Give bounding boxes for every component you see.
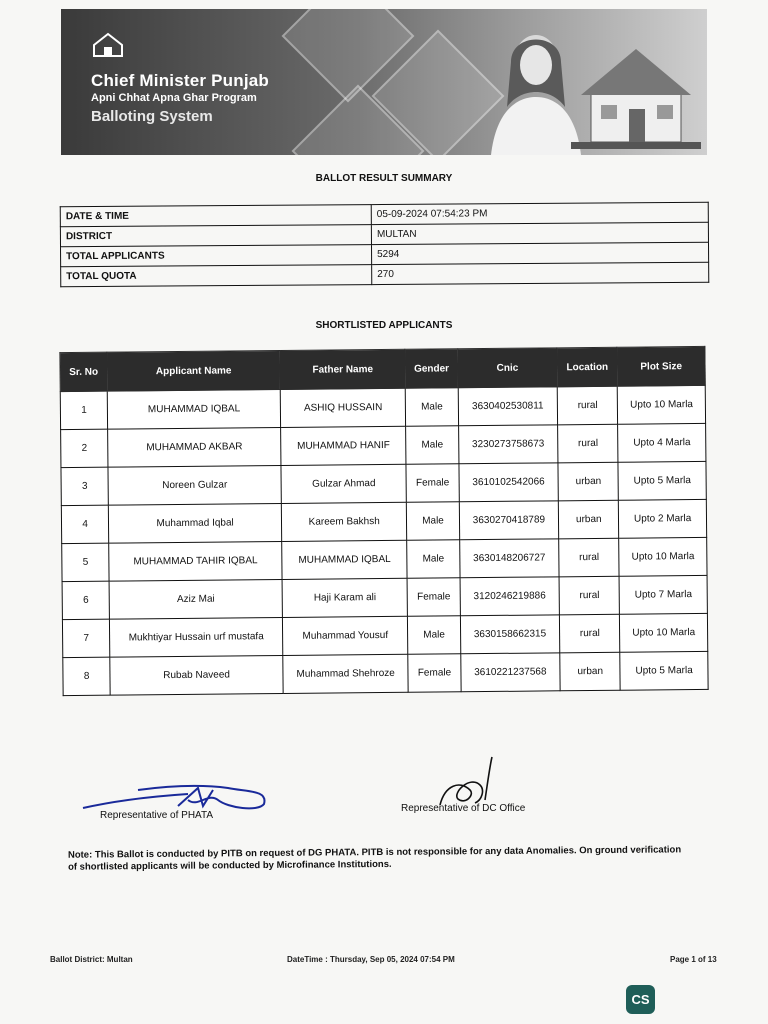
location-cell: urban — [559, 500, 619, 539]
banner-subtitle: Apni Chhat Apna Ghar Program — [91, 92, 257, 104]
ballot-summary-table — [60, 202, 710, 288]
summary-label: DISTRICT — [60, 225, 371, 247]
plot-size-cell: Upto 10 Marla — [618, 385, 706, 424]
cnic-cell: 3630148206727 — [459, 539, 559, 578]
ballot-note: Note: This Ballot is conducted by PITB on request of DG PHATA. PITB is not responsible for any data Anomalies. On ground verification of shortlisted applicants will be conducted by Microfinance Institutions. — [67, 844, 682, 873]
summary-row — [61, 262, 709, 287]
footer-district: Ballot District: Multan — [50, 955, 133, 964]
applicant-name-cell: Mukhtiyar Hussain urf mustafa — [110, 617, 283, 657]
location-cell: urban — [558, 462, 618, 501]
father-name-cell: Muhammad Yousuf — [282, 616, 408, 655]
gender-cell: Male — [408, 616, 461, 654]
gender-cell: Male — [407, 540, 460, 578]
column-header: Father Name — [280, 349, 406, 389]
shortlisted-applicants-table — [59, 346, 708, 696]
cnic-cell: 3120246219886 — [460, 577, 560, 616]
applicant-name-cell: Aziz Mai — [109, 579, 282, 619]
plot-size-cell: Upto 2 Marla — [619, 499, 707, 538]
father-name-cell: Haji Karam ali — [282, 578, 408, 617]
column-header: Applicant Name — [107, 350, 280, 391]
banner-system-name: Balloting System — [91, 108, 213, 125]
column-header: Gender — [405, 349, 458, 388]
applicant-name-cell: Noreen Gulzar — [108, 465, 281, 505]
location-cell: rural — [559, 538, 619, 577]
table-row — [60, 385, 705, 429]
gender-cell: Female — [408, 654, 461, 692]
table-row — [62, 613, 707, 657]
plot-size-cell: Upto 10 Marla — [620, 613, 708, 652]
serial-number-cell: 3 — [61, 467, 109, 505]
location-cell: rural — [559, 576, 619, 615]
program-banner — [61, 9, 707, 155]
father-name-cell: ASHIQ HUSSAIN — [280, 388, 406, 427]
gender-cell: Female — [407, 578, 460, 616]
cnic-cell: 3630402530811 — [458, 387, 558, 426]
location-cell: rural — [560, 614, 620, 653]
cnic-cell: 3610221237568 — [460, 653, 560, 692]
table-row — [62, 537, 707, 581]
serial-number-cell: 8 — [63, 657, 111, 695]
plot-size-cell: Upto 7 Marla — [619, 575, 707, 614]
serial-number-cell: 7 — [62, 619, 110, 657]
serial-number-cell: 2 — [61, 429, 109, 467]
plot-size-cell: Upto 5 Marla — [618, 461, 706, 500]
father-name-cell: MUHAMMAD HANIF — [281, 426, 407, 465]
applicant-name-cell: Rubab Naveed — [110, 655, 283, 695]
gender-cell: Female — [406, 464, 459, 502]
summary-value: 270 — [372, 262, 709, 284]
serial-number-cell: 6 — [62, 581, 110, 619]
cnic-cell: 3630270418789 — [459, 501, 559, 540]
scan-cutoff — [0, 965, 768, 975]
dc-office-representative-label: Representative of DC Office — [401, 803, 526, 814]
gender-cell: Male — [407, 502, 460, 540]
table-row — [61, 461, 706, 505]
footer-datetime: DateTime : Thursday, Sep 05, 2024 07:54 PM — [287, 955, 455, 964]
summary-label: DATE & TIME — [60, 205, 371, 227]
gender-cell: Male — [406, 426, 459, 464]
summary-label: TOTAL QUOTA — [61, 265, 372, 287]
serial-number-cell: 4 — [61, 505, 109, 543]
summary-heading: BALLOT RESULT SUMMARY — [315, 173, 453, 184]
gender-cell: Male — [406, 388, 459, 426]
column-header: Cnic — [457, 348, 557, 388]
table-row — [63, 651, 708, 695]
cnic-cell: 3630158662315 — [460, 615, 560, 654]
table-row — [61, 423, 706, 467]
plot-size-cell: Upto 4 Marla — [618, 423, 706, 462]
program-logo-icon — [91, 29, 125, 59]
applicant-name-cell: MUHAMMAD IQBAL — [107, 389, 280, 429]
applicant-name-cell: Muhammad Iqbal — [109, 503, 282, 543]
column-header: Location — [557, 347, 617, 387]
plot-size-cell: Upto 10 Marla — [619, 537, 707, 576]
table-row — [62, 575, 707, 619]
phata-representative-label: Representative of PHATA — [100, 810, 214, 821]
shortlist-heading: SHORTLISTED APPLICANTS — [315, 320, 453, 331]
summary-label: TOTAL APPLICANTS — [61, 245, 372, 267]
location-cell: rural — [558, 424, 618, 463]
banner-title: Chief Minister Punjab — [91, 71, 269, 90]
applicant-name-cell: MUHAMMAD AKBAR — [108, 427, 281, 467]
column-header: Plot Size — [617, 346, 705, 386]
location-cell: urban — [560, 652, 620, 691]
camscanner-badge: CS — [626, 985, 655, 1014]
summary-value: MULTAN — [371, 222, 708, 244]
father-name-cell: Gulzar Ahmad — [281, 464, 407, 503]
applicant-name-cell: MUHAMMAD TAHIR IQBAL — [109, 541, 282, 581]
father-name-cell: Kareem Bakhsh — [281, 502, 407, 541]
summary-value: 05-09-2024 07:54:23 PM — [371, 202, 708, 224]
father-name-cell: MUHAMMAD IQBAL — [282, 540, 408, 579]
footer-page-number: Page 1 of 13 — [670, 955, 717, 964]
cnic-cell: 3610102542066 — [459, 463, 559, 502]
table-row — [61, 499, 706, 543]
house-illustration — [571, 37, 701, 149]
father-name-cell: Muhammad Shehroze — [283, 654, 409, 693]
plot-size-cell: Upto 5 Marla — [620, 651, 708, 690]
serial-number-cell: 1 — [60, 391, 108, 429]
column-header: Sr. No — [60, 352, 108, 391]
cnic-cell: 3230273758673 — [458, 425, 558, 464]
serial-number-cell: 5 — [62, 543, 110, 581]
location-cell: rural — [557, 386, 617, 425]
summary-value: 5294 — [372, 242, 709, 264]
